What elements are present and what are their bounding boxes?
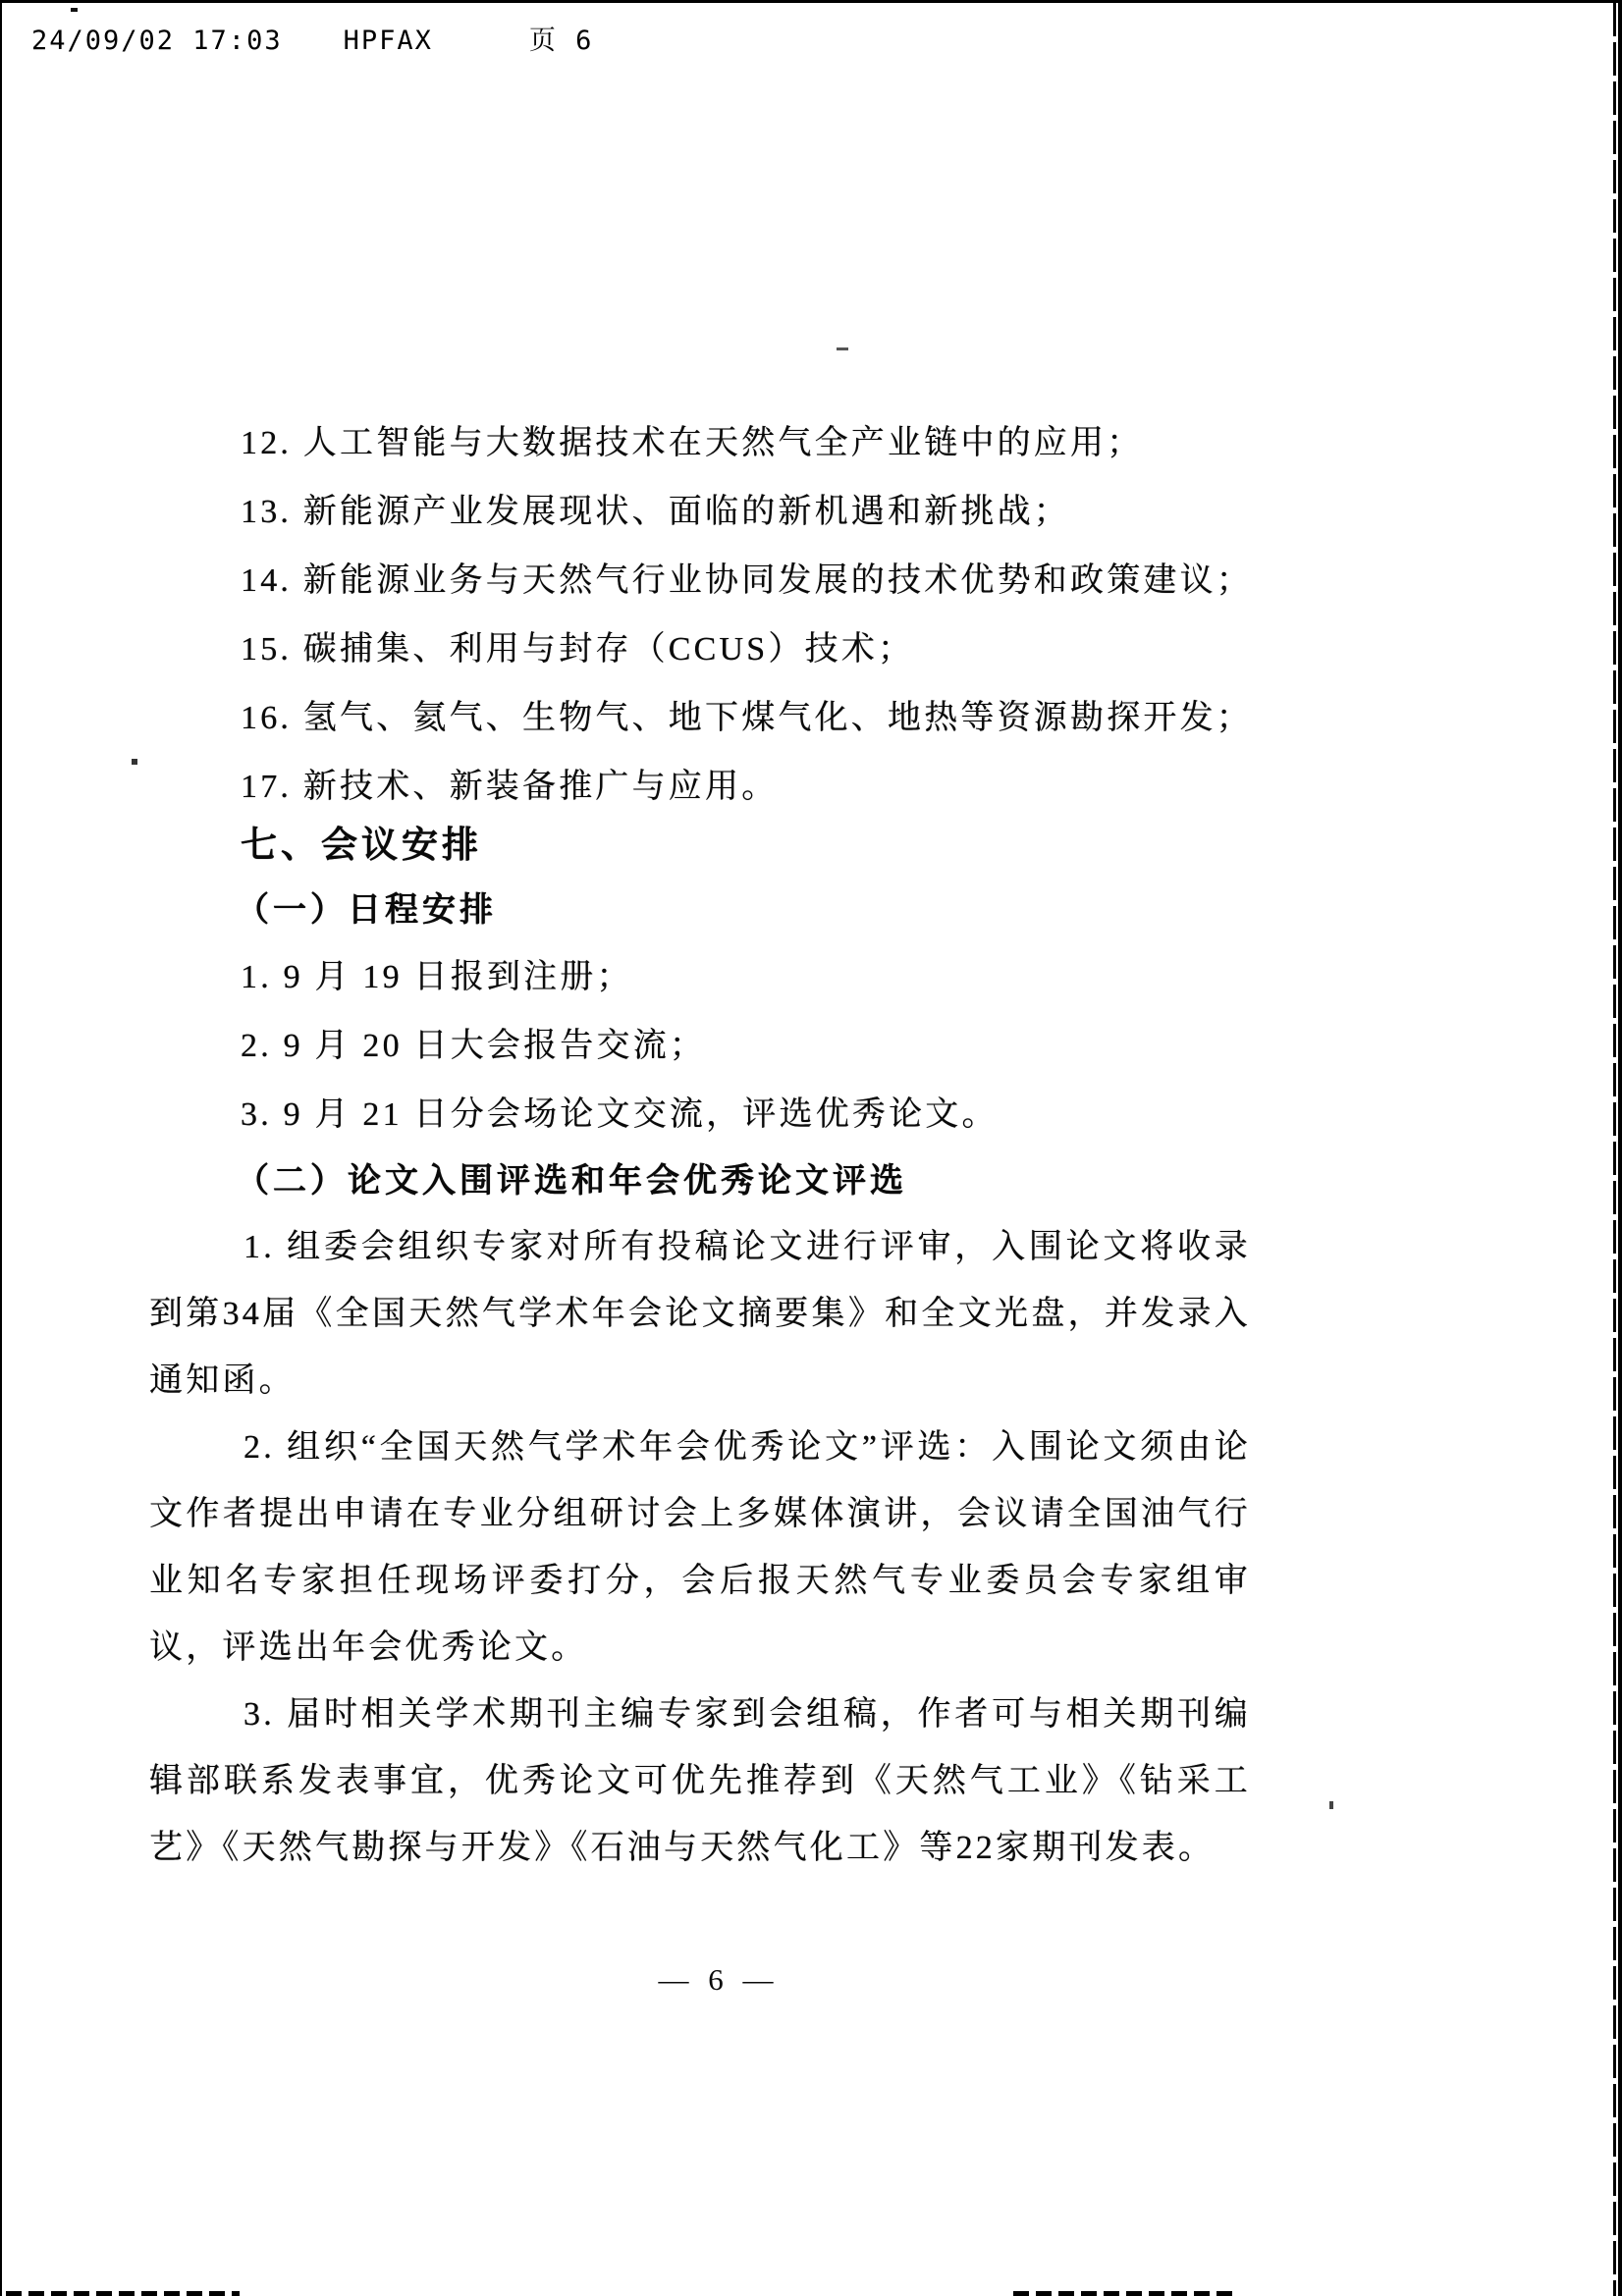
document-body bbox=[149, 409, 1251, 1882]
fax-datetime: 24/09/02 17:03 bbox=[31, 26, 283, 56]
topic-item: 13. 新能源产业发展现状、面临的新机遇和新挑战； bbox=[241, 494, 1070, 530]
scan-border-bottom-left bbox=[6, 2291, 240, 2296]
body-paragraph: 3. 届时相关学术期刊主编专家到会组稿，作者可与相关期刊编辑部联系发表事宜，优秀论文可优先推荐到《天然气工业》《钻采工艺》《天然气勘探与开发》《石油与天然气化工》等22家期刊发表。 bbox=[149, 1696, 1251, 1866]
paragraph-list bbox=[149, 1214, 1251, 1882]
fax-device-label: HPFAX bbox=[343, 26, 433, 56]
section-heading: 七、会议安排 bbox=[241, 826, 482, 866]
page-number: — 6 — bbox=[658, 1962, 780, 1997]
scan-border-bottom-right bbox=[1013, 2291, 1237, 2296]
topic-item: 16. 氢气、氦气、生物气、地下煤气化、地热等资源勘探开发； bbox=[241, 700, 1253, 736]
topic-item: 15. 碳捕集、利用与封存（CCUS）技术； bbox=[241, 631, 915, 667]
topic-list bbox=[149, 409, 1251, 822]
scan-speck bbox=[1329, 1801, 1333, 1809]
subsection-2-heading: （二）论文入围评选和年会优秀论文评选 bbox=[236, 1163, 907, 1200]
schedule-item: 2. 9 月 20 日大会报告交流； bbox=[241, 1028, 707, 1064]
body-paragraph: 1. 组委会组织专家对所有投稿论文进行评审，入围论文将收录到第34届《全国天然气学术年会论文摘要集》和全文光盘，并发录入通知函。 bbox=[149, 1229, 1251, 1399]
scan-speck bbox=[837, 347, 848, 350]
body-paragraph: 2. 组织“全国天然气学术年会优秀论文”评选：入围论文须由论文作者提出申请在专业分组研讨会上多媒体演讲，会议请全国油气行业知名专家担任现场评委打分，会后报天然气专业委员会专家组审议，评选出年会优秀论文。 bbox=[149, 1429, 1251, 1666]
topic-item: 14. 新能源业务与天然气行业协同发展的技术优势和政策建议； bbox=[241, 562, 1253, 599]
scan-border-right bbox=[1613, 3, 1616, 2296]
schedule-item: 1. 9 月 19 日报到注册； bbox=[241, 959, 633, 995]
schedule-list bbox=[149, 943, 1251, 1149]
scan-speck bbox=[71, 8, 78, 12]
fax-header bbox=[31, 19, 593, 57]
schedule-item: 3. 9 月 21 日分会场论文交流，评选优秀论文。 bbox=[241, 1096, 999, 1133]
fax-page-indicator: 页 6 bbox=[528, 26, 594, 56]
scan-speck bbox=[132, 759, 137, 765]
topic-item: 17. 新技术、新装备推广与应用。 bbox=[241, 769, 779, 805]
subsection-1-heading: （一）日程安排 bbox=[236, 892, 497, 929]
topic-item: 12. 人工智能与大数据技术在天然气全产业链中的应用； bbox=[241, 425, 1144, 461]
